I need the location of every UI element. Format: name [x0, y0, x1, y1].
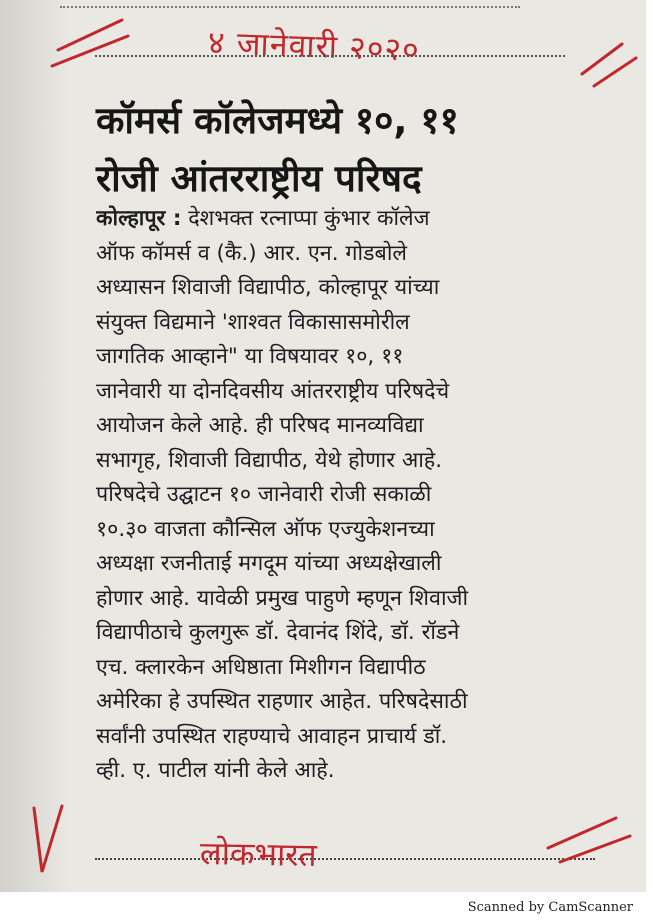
article-line: परिषदेचे उद्घाटन १० जानेवारी रोजी सकाळी: [96, 482, 432, 507]
pen-stroke-top-right-1: [582, 44, 622, 74]
article-line: १०.३० वाजता कौन्सिल ऑफ एज्युकेशनच्या: [96, 516, 435, 542]
pen-stroke-top-left-2: [52, 36, 128, 66]
date-dotted-rule: [95, 55, 565, 57]
article-line: ऑफ कॉमर्स व (कै.) आर. एन. गोडबोले: [96, 240, 407, 266]
pen-stroke-bottom-right-1: [548, 818, 616, 848]
article-line: एच. क्लारकेन अधिष्ठाता मिशीगन विद्यापीठ: [96, 654, 426, 680]
article-line: अध्यक्षा रजनीताई मगदूम यांच्या अध्यक्षेखाली: [96, 551, 442, 576]
article-line: व्ही. ए. पाटील यांनी केले आहे.: [96, 758, 335, 783]
article-line: जागतिक आव्हाने" या विषयावर १०, ११: [96, 344, 404, 369]
headline-line-2: रोजी आंतरराष्ट्रीय परिषद: [96, 157, 422, 200]
top-dotted-rule: [60, 6, 520, 8]
article-line: सर्वांनी उपस्थित राहण्याचे आवाहन प्राचार्य डॉ.: [96, 723, 448, 749]
article-line: होणार आहे. यावेळी प्रमुख पाहुणे म्हणून शिवाजी: [96, 585, 469, 611]
article-line: विद्यापीठाचे कुलगुरू डॉ. देवानंद शिंदे, डॉ. रॉडने: [96, 620, 460, 645]
article-line: अमेरिका हे उपस्थित राहणार आहेत. परिषदेसाठी: [96, 689, 468, 714]
article-line: सभागृह, शिवाजी विद्यापीठ, येथे होणार आहे.: [96, 447, 443, 473]
handwritten-source: लोकभारत: [199, 833, 318, 875]
pen-stroke-bottom-left: [34, 806, 62, 872]
headline: [96, 92, 459, 208]
pen-stroke-top-right-2: [594, 58, 636, 86]
headline-line-1: कॉमर्स कॉलेजमध्ये १०, ११: [96, 99, 459, 142]
article-line: आयोजन केले आहे. ही परिषद मानव्यविद्या: [96, 413, 424, 438]
dateline: कोल्हापूर :: [96, 206, 182, 231]
scanner-watermark: Scanned by CamScanner: [467, 900, 633, 915]
article-line: संयुक्त विद्यमाने 'शाश्वत विकासासमोरील: [96, 309, 410, 335]
pen-stroke-top-left-1: [58, 20, 122, 50]
article-line: अध्यासन शिवाजी विद्यापीठ, कोल्हापूर यांच्या: [96, 275, 440, 300]
article-line: कोल्हापूर : देशभक्त रत्नाप्पा कुंभार कॉलेज: [96, 206, 430, 231]
handwritten-date: ४ जानेवारी २०२०: [207, 23, 421, 69]
bottom-dotted-rule: [95, 858, 595, 860]
article-line: जानेवारी या दोनदिवसीय आंतरराष्ट्रीय परिषदेचे: [96, 378, 450, 404]
article-body: [96, 202, 606, 789]
